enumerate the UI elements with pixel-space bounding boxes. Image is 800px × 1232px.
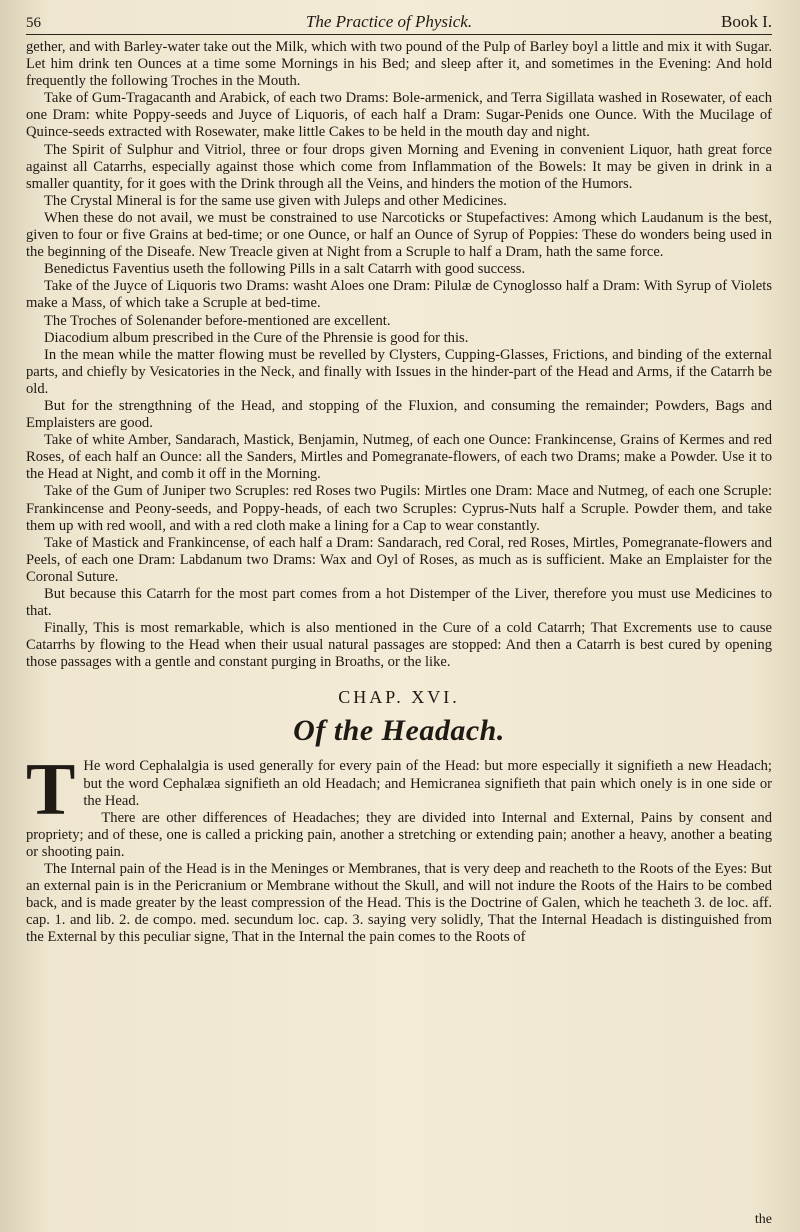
catchword: the bbox=[754, 1212, 772, 1227]
recipe-paragraph: Take of Mastick and Frankincense, of each half a Dram: Sandarach, red Coral, red Roses, Mirtles, Pomegranate-flowers and Peels, of each one Dram: Labdanum two Drams: Wax and Oyl of Roses, as much as is sufficient. Make an Emplaister for the Coronal Suture. bbox=[26, 534, 772, 585]
paragraph: The Crystal Mineral is for the same use given with Juleps and other Medicines. bbox=[44, 192, 507, 209]
book-label: Book I. bbox=[721, 12, 772, 31]
paragraph: The Internal pain of the Head is in the Meninges or Membranes, that is very deep and reacheth to the Roots of the Eyes: But an external pain is in the Pericranium or Membrane without the Skull, and will not indure the Roots of the Hairs to be combed back, and is made greater by the least compression of the Head. This is the Doctrine of Galen, which he teacheth 3. de loc. aff. cap. 1. and lib. 2. de compo. med. secundum loc. cap. 3. saying very solidly, That the Internal Headach is distinguished from the External by this peculiar signe, That in the Internal the pain comes to the Roots of bbox=[26, 861, 772, 946]
page-body bbox=[26, 39, 772, 947]
paragraph: Benedictus Faventius useth the following Pills in a salt Catarrh with good success. bbox=[44, 261, 526, 278]
chapter-first-paragraph bbox=[26, 749, 772, 832]
chapter-title: Of the Headach. bbox=[293, 714, 505, 748]
paragraph: There are other differences of Headaches; they are divided into Internal and External, Pains by consent and propriety; and of these, one is called a pricking pain, another a stretching or extending pain; another a heavy, another a beating or shooting pain. bbox=[26, 809, 772, 860]
paragraph: In the mean while the matter flowing must be revelled by Clysters, Cupping-Glasses, Frictions, and binding of the external parts, and chiefly by Vesicatories in the Neck, and finally with Issues in the hinder-part of the Head and Arms, if the Catarrh be old. bbox=[26, 346, 772, 397]
paragraph: Finally, This is most remarkable, which is also mentioned in the Cure of a cold Catarrh; That Excrements use to cause Catarrhs by flowing to the Head when their usual natural passages are stopped: And then a Catarrh is best cured by opening those passages with a gentle and constant purging in Broaths, or the like. bbox=[26, 620, 772, 671]
recipe-paragraph: Take of the Gum of Juniper two Scruples: red Roses two Pugils: Mirtles one Dram: Mace and Nutmeg, of each one Scruple: Frankincense and Peony-seeds, and Poppy-heads, of each two Scruples: Cyprus-Nuts half a Scruple. Powder them, and take them up with red wooll, and with a red cloth make a lining for a Cap to wear constantly. bbox=[26, 483, 772, 534]
recipe-paragraph: Take of Gum-Tragacanth and Arabick, of each two Drams: Bole-armenick, and Terra Sigillata washed in Rosewater, of each one Dram: white Poppy-seeds and Juyce of Liquoris, of each half a Dram: Sugar-Penids one Ounce. With the Mucilage of Quince-seeds extracted with Rosewater, make little Cakes to be held in the mouth day and night. bbox=[26, 90, 772, 141]
drop-cap: T bbox=[26, 749, 76, 832]
chapter-number: CHAP. XVI. bbox=[338, 687, 460, 708]
recipe-paragraph: Take of the Juyce of Liquoris two Drams: washt Aloes one Dram: Pilulæ de Cynoglosso half a Dram: With Syrup of Violets make a Mass, of which take a Scruple at bed-time. bbox=[26, 278, 772, 312]
paragraph: But for the strengthning of the Head, and stopping of the Fluxion, and consuming the remainder; Powders, Bags and Emplaisters are good. bbox=[26, 397, 772, 432]
first-paragraph-text: He word Cephalalgia is used generally for every pain of the Head: but more especially it signifieth a new Headach; but the word Cephalæa signifieth an old Headach; and Hemicranea signifieth that pain which onely is in one side or the Head. bbox=[83, 758, 772, 809]
paragraph: But because this Catarrh for the most part comes from a hot Distemper of the Liver, therefore you must use Medicines to that. bbox=[26, 586, 772, 620]
paragraph: When these do not avail, we must be constrained to use Narcoticks or Stupefactives: Among which Laudanum is the best, given to four or five Grains at bed-time; or one Ounce, or half an Ounce of Syrup of Poppies: These do wonders being used in the beginning of the Diseafe. New Treacle given at Night from a Scruple to half a Dram, hath the same force. bbox=[26, 209, 772, 261]
paragraph: The Spirit of Sulphur and Vitriol, three or four drops given Morning and Evening in convenient Liquor, hath great force against all Catarrhs, especially against those which come from Inflammation of the Bowels: It may be given in drink in a smaller quantity, for it goes with the Drink through all the Veins, and hinders the motion of the Humors. bbox=[26, 141, 772, 192]
paragraph: gether, and with Barley-water take out the Milk, which with two pound of the Pulp of Barley boyl a little and mix it with Sugar. Let him drink ten Ounces at a time some Mornings in his Bed; and sleep after it, and sometimes in the Evening: And hold frequently the following Troches in the Mouth. bbox=[26, 39, 772, 90]
page-number: 56 bbox=[26, 15, 41, 31]
paragraph: The Troches of Solenander before-mentioned are excellent. bbox=[44, 312, 391, 329]
recipe-paragraph: Take of white Amber, Sandarach, Mastick, Benjamin, Nutmeg, of each one Ounce: Frankincense, Grains of Kermes and red Roses, of each half an Ounce: all the Sanders, Mirtles and Pomegranate-flowers, of each two Drams; make a Powder. Use it to the Head at Night, and comb it off in the Morning. bbox=[26, 432, 772, 483]
paragraph: Diacodium album prescribed in the Cure of the Phrensie is good for this. bbox=[44, 329, 469, 346]
running-title: The Practice of Physick. bbox=[305, 12, 473, 31]
running-header bbox=[26, 12, 772, 35]
